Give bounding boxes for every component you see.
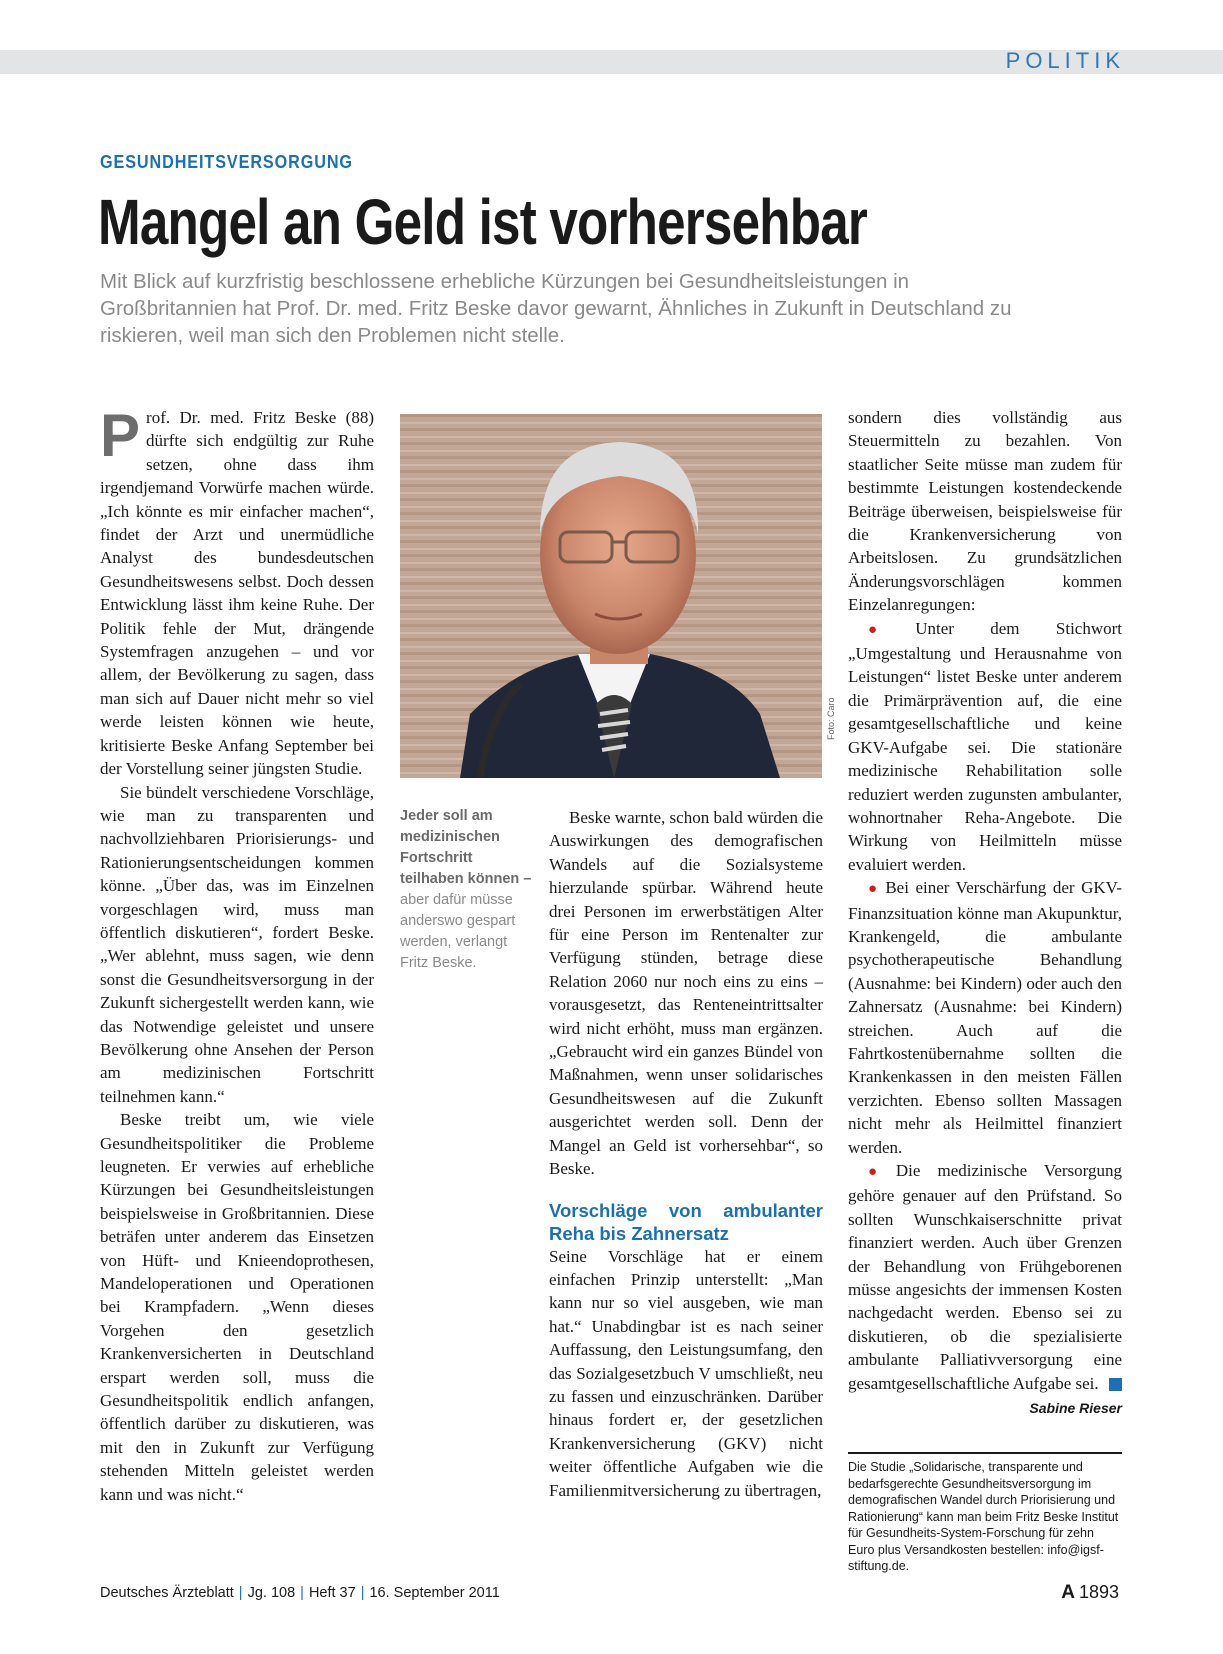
separator: | xyxy=(238,1585,243,1601)
end-mark-icon xyxy=(1109,1378,1122,1391)
volume: Jg. 108 xyxy=(247,1585,296,1601)
journal-name: Deutsches Ärzteblatt xyxy=(100,1585,234,1601)
bullet-item: ● Bei einer Verschärfung der GKV-Finanzsituation könne man Akupunktur, Krankengeld, die ambulante psychotherapeutische Behandlung (Ausnahme: bei Kindern) oder auch den Zahnersatz (Ausnahme: bei Kindern) streichen. Auch auf die Fahrtkostenübernahme sollten die Krankenkassen in den meisten Fällen verzichten. Ebenso sollten Massagen nicht mehr als Heilmittel finanziert werden. xyxy=(848,878,1122,1157)
separator: | xyxy=(360,1585,365,1601)
column-1 xyxy=(100,402,374,1506)
portrait-photo xyxy=(400,414,822,778)
kicker: GESUNDHEITSVERSORGUNG xyxy=(100,152,353,172)
paragraph: Seine Vorschläge hat er einem einfachen Prinzip unterstellt: „Man kann nur so viel ausgeben, wie man hat.“ Unabdingbar ist es nach seiner Auffassung, den Leistungsumfang, den das Sozialgesetzbuch V umschließt, neu zu fassen und einzuschränken. Darüber hinaus fordert er, der gesetzlichen Krankenversicherung (GKV) nicht weiter öffentliche Aufgaben wie die Familienmitversicherung zu übertragen, xyxy=(549,1246,823,1500)
photo-credit: Foto: Caro xyxy=(826,697,836,740)
paragraph: Beske treibt um, wie viele Gesundheitspolitiker die Probleme leugneten. Er verwies auf erhebliche Kürzungen bei Gesundheitsleistungen beispielsweise in Großbritannien. Diese beträfen unter anderem das Einsetzen von Hüft- und Knieendoprothesen, Mandeloperationen und Operationen bei Krampfadern. „Wenn dieses Vorgehen den gesetzlich Krankenversicherten in Deutschland erspart werden soll, muss die Gesundheitspolitik endlich anfangen, öffentlich darüber zu diskutieren, was mit den in Zukunft zur Verfügung stehenden Mitteln geleistet werden kann und was nicht.“ xyxy=(100,1110,374,1504)
bullet-icon: ● xyxy=(868,621,910,638)
paragraph: Prof. Dr. med. Fritz Beske (88) dürfte sich endgültig zur Ruhe setzen, ohne dass ihm irgendjemand Vorwürfe machen würde. „Ich könnte es mir einfacher machen“, findet der Arzt und unermüdliche Analyst des bundesdeutschen Gesundheitswesens selbst. Doch dessen Entwicklung lässt ihm keine Ruhe. Der Politik fehle der Mut, drängende Systemfragen anzugehen – und vor allem, der Bevölkerung zu sagen, dass man sich auf Dauer nicht mehr so viel werde leisten können wie heute, kritisierte Beske Anfang September bei der Vorstellung seiner jüngsten Studie. xyxy=(100,402,374,779)
bullet-item: ● Unter dem Stichwort „Umgestaltung und Herausnahme von Leistungen“ listet Beske unter anderem die Primärprävention auf, die eine gesamtgesellschaftliche und keine GKV-Aufgabe sei. Die stationäre medizinische Rehabilitation solle reduziert werden zugunsten ambulanter, wohnortnaher Reha-Angebote. Die Wirkung von Heilmitteln müsse evaluiert werden. xyxy=(848,618,1122,874)
caption-bold: Jeder soll am medizinischen Fortschritt teilhaben können – xyxy=(400,808,532,887)
bullet-icon: ● xyxy=(868,881,880,898)
paragraph: Sie bündelt verschiedene Vorschläge, wie man zu transparenten und nachvollziehbaren Priorisierungs- und Rationierungsentscheidungen kommen könne. „Über das, was im Einzelnen vorgeschlagen wird, muss man öffentlich diskutieren“, fordert Beske. „Wer ablehnt, muss sagen, wie denn sonst die Gesundheitsversorgung in der Zukunft sichergestellt werden kann, wie das Notwendige geleistet und unsere Bevölkerung ohne Ansehen der Person am medizinischen Fortschritt teilnehmen kann.“ xyxy=(100,782,374,1106)
portrait-image xyxy=(400,414,822,778)
column-2 xyxy=(549,806,823,1502)
paragraph: Beske warnte, schon bald würden die Auswirkungen des demografischen Wandels auf die Sozialsysteme hierzulande spürbar. Während heute drei Personen im erwerbstätigen Alter für eine Person im Rentenalter zur Verfügung stünden, betrage diese Relation 2060 nur noch eins zu eins – vorausgesetzt, das Renteneintrittsalter wird nicht erhöht, muss man ergänzen. „Gebraucht wird ein ganzes Bündel von Maßnahmen, wenn unser solidarisches Gesundheitswesen auf die Zukunft ausgerichtet werden soll. Denn der Mangel an Geld ist vorhersehbar“, so Beske. xyxy=(549,808,823,1179)
footer xyxy=(100,1585,500,1601)
lead-paragraph: Mit Blick auf kurzfristig beschlossene erhebliche Kürzungen bei Gesundheitsleistungen in Großbritannien hat Prof. Dr. med. Fritz Beske davor gewarnt, Ähnliches in Zukunft in Deutschland zu riskieren, weil man sich den Problemen nicht stelle. xyxy=(100,270,1012,347)
issue: Heft 37 xyxy=(308,1585,356,1601)
page-number: A 1893 xyxy=(1061,1582,1119,1603)
photo-caption xyxy=(400,806,534,974)
info-box: Die Studie „Solidarische, transparente und bedarfsgerechte Gesundheitsversorgung im demografischen Wandel durch Priorisierung und Rationierung“ kann man beim Fritz Beske Institut für Gesundheits-System-Forschung für zehn Euro plus Versandkosten bestellen: info@igsf-stiftung.de. xyxy=(848,1452,1122,1575)
subheading: Vorschläge von ambulanter Reha bis Zahnersatz xyxy=(549,1199,823,1244)
caption-text: aber dafür müsse anderswo gespart werden, verlangt Fritz Beske. xyxy=(400,892,516,971)
separator: | xyxy=(300,1585,304,1601)
column-3 xyxy=(848,406,1122,1419)
section-label: POLITIK xyxy=(1005,48,1125,73)
headline: Mangel an Geld ist vorhersehbar xyxy=(98,186,868,258)
page-prefix: A xyxy=(1061,1582,1075,1603)
bullet-icon: ● xyxy=(868,1164,890,1180)
author: Sabine Rieser xyxy=(1029,1400,1122,1417)
drop-cap: P xyxy=(100,402,141,469)
paragraph: sondern dies vollständig aus Steuermitteln zu bezahlen. Von staatlicher Seite müsse man zudem für bestimmte Leistungen kostendeckende Beiträge überweisen, beispielsweise für die Krankenversicherung von Arbeitslosen. Zu grundsätzlichen Änderungsvorschlägen kommen Einzelanregungen: xyxy=(848,408,1122,615)
date: 16. September 2011 xyxy=(369,1585,500,1601)
bullet-item: ● Die medizinische Versorgung gehöre genauer auf den Prüfstand. So sollten Wunschkaiserschnitte privat finanziert werden. Auch über Grenzen der Behandlung von Frühgeborenen müsse angesichts der immensen Kosten nachgedacht werden. Ebenso sei zu diskutieren, ob die spezialisierte ambulante Palliativversorgung eine gesamtgesellschaftliche Aufgabe sei. xyxy=(848,1161,1122,1393)
